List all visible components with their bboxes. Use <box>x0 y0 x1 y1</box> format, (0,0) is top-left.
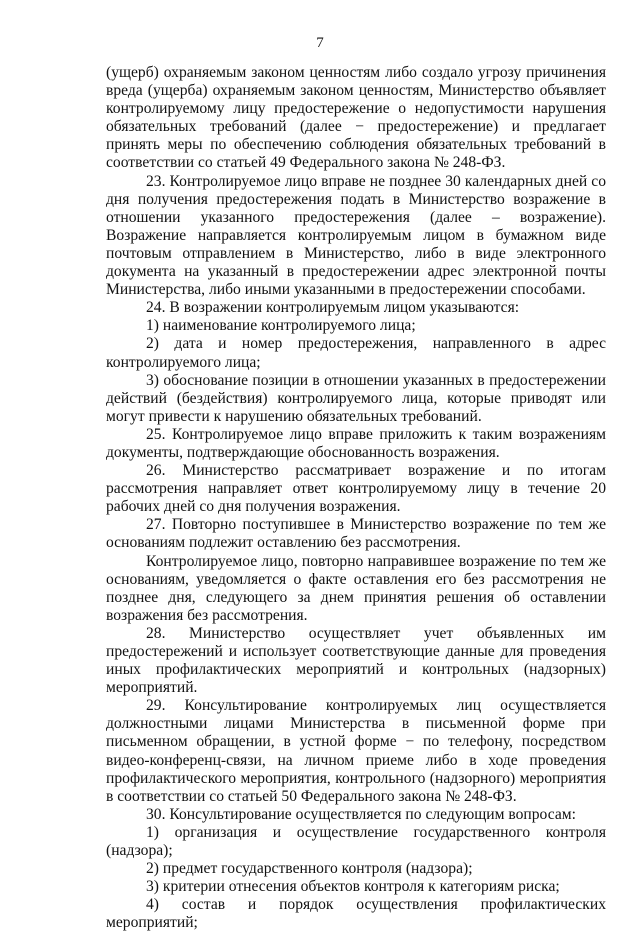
list-item-30-4: 4) состав и порядок осуществления профилактических мероприятий; <box>106 896 606 932</box>
paragraph-continuation: (ущерб) охраняемым законом ценностям либо создало угрозу причинения вреда (ущерба) охраняемым законом ценностям, Министерство объявляет контролируемому лицу предостережение о недопустимости нарушения обязательных требований (далее − предостережение) и предлагает принять меры по обеспечению соблюдения обязательных требований в соответствии со статьей 49 Федерального закона № 248-ФЗ. <box>106 64 606 172</box>
list-item-30-1: 1) организация и осуществление государственного контроля (надзора); <box>106 823 606 860</box>
paragraph-29: 29. Консультирование контролируемых лиц осуществляется должностными лицами Министерства в письменной форме при письменном обращении, в устной форме − по телефону, посредством видео-конференц-связи, на личном приеме либо в ходе проведения профилактического мероприятия, контрольного (надзорного) мероприятия в соответствии со статьей 50 Федерального закона № 248-ФЗ. <box>106 697 606 805</box>
paragraph-24: 24. В возражении контролируемым лицом указываются: <box>146 299 520 317</box>
list-item-30-3: 3) критерии отнесения объектов контроля к категориям риска; <box>146 878 560 896</box>
paragraph-23: 23. Контролируемое лицо вправе не позднее 30 календарных дней со дня получения предостережения подать в Министерство возражение в отношении указанного предостережения (далее – возражение). Возражение направляется контролируемым лицом в бумажном виде почтовым отправлением в Министерство, либо в виде электронного документа на указанный в предостережении адрес электронной почты Министерства, либо иными указанными в предостережении способами. <box>106 172 606 299</box>
paragraph-27: 27. Повторно поступившее в Министерство возражение по тем же основаниям подлежит оставлению без рассмотрения. <box>106 516 606 552</box>
list-item-24-2: 2) дата и номер предостережения, направленного в адрес контролируемого лица; <box>106 335 606 371</box>
list-item-24-1: 1) наименование контролируемого лица; <box>146 317 416 335</box>
paragraph-30: 30. Консультирование осуществляется по следующим вопросам: <box>146 805 576 823</box>
list-item-30-2: 2) предмет государственного контроля (надзора); <box>146 860 473 878</box>
list-item-24-3: 3) обоснование позиции в отношении указанных в предостережении действий (бездействия) контролируемого лица, которые приводят или могут привести к нарушению обязательных требований. <box>106 371 606 425</box>
paragraph-27-continued: Контролируемое лицо, повторно направившее возражение по тем же основаниям, уведомляется о факте оставления его без рассмотрения не позднее дня, следующего за днем принятия решения об оставлении возражения без рассмотрения. <box>106 552 606 624</box>
paragraph-25: 25. Контролируемое лицо вправе приложить к таким возражениям документы, подтверждающие обоснованность возражения. <box>106 425 606 461</box>
paragraph-26: 26. Министерство рассматривает возражение и по итогам рассмотрения направляет ответ контролируемому лицу в течение 20 рабочих дней со дня получения возражения. <box>106 462 606 516</box>
page-number: 7 <box>316 35 324 51</box>
paragraph-28: 28. Министерство осуществляет учет объявленных им предостережений и использует соответствующие данные для проведения иных профилактических мероприятий и контрольных (надзорных) мероприятий. <box>106 624 606 697</box>
document-body <box>106 64 606 933</box>
